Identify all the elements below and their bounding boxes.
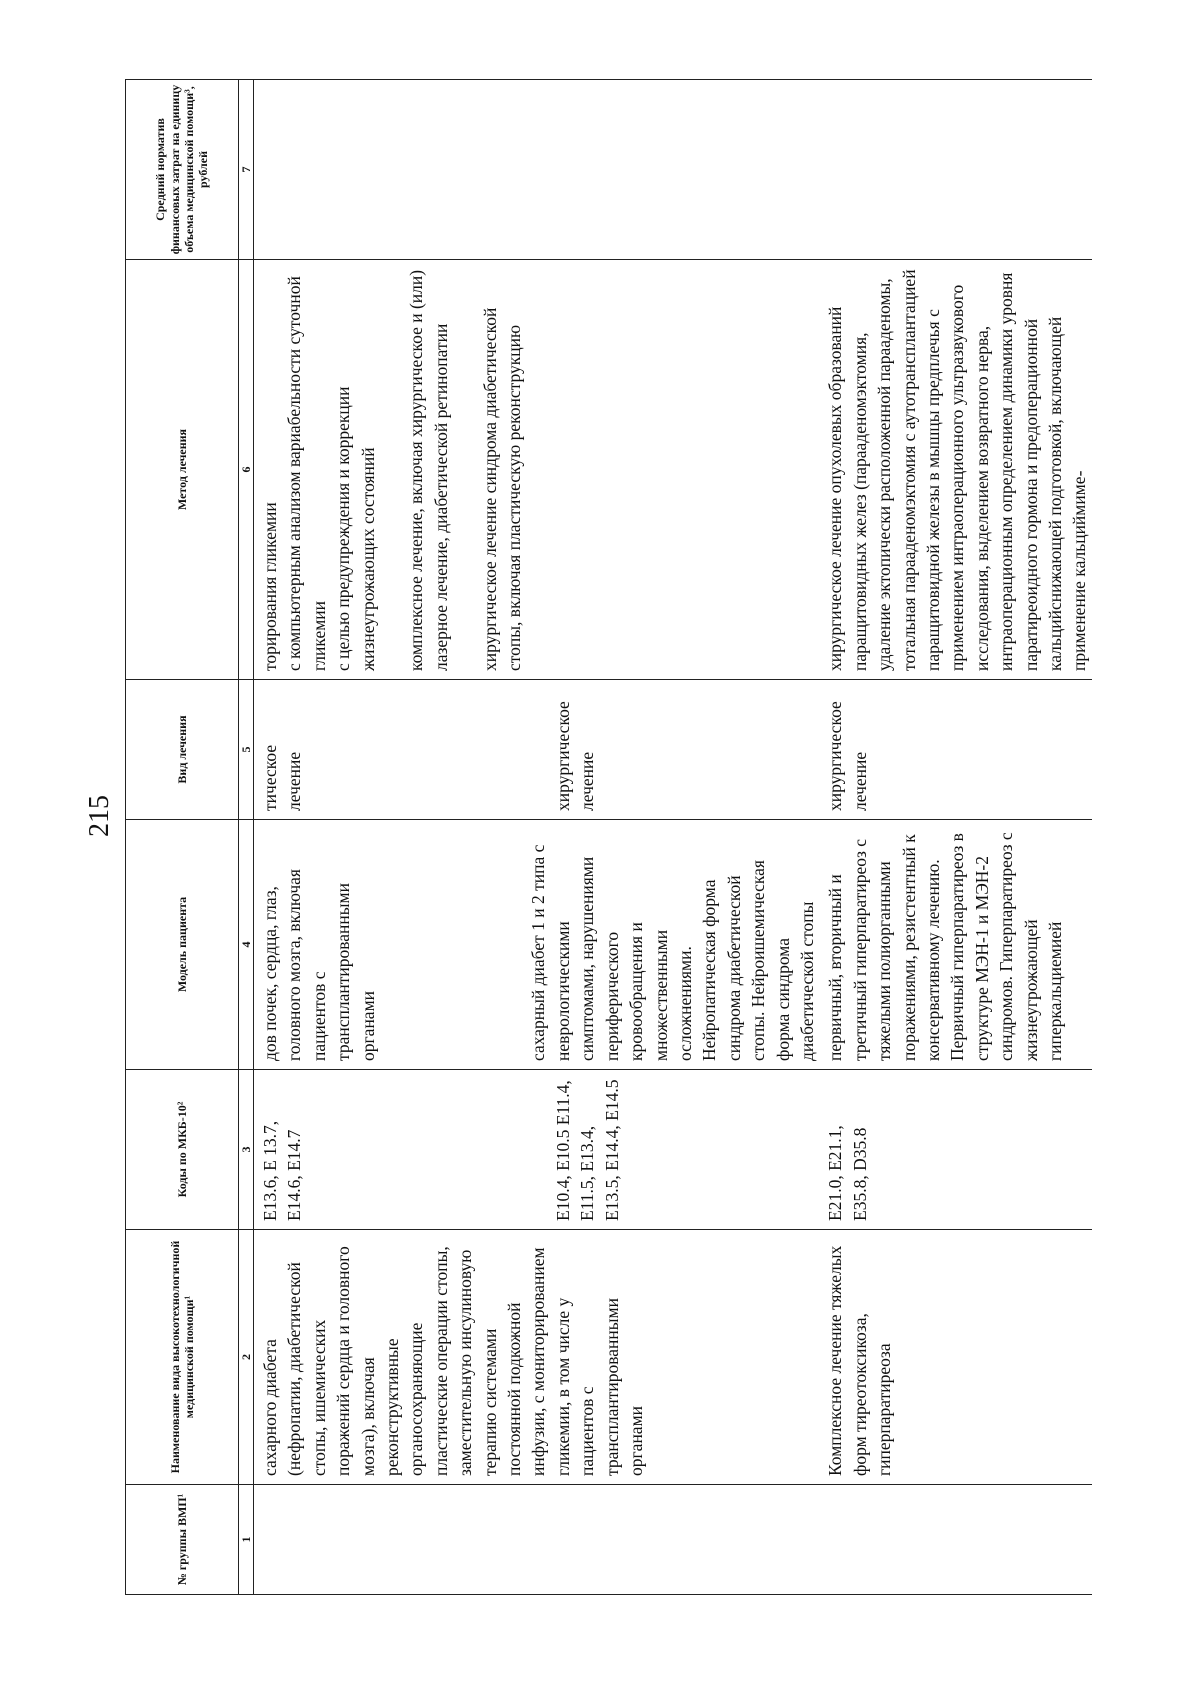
cell-cost [254,80,820,260]
cell-name: Комплексное лечение тяжелых форм тиреотоксикоза, гиперпаратиреоза [819,1230,1091,1485]
cell-model: первичный, вторичный и третичный гиперпаратиреоз с тяжелыми полиорганными поражениями, резистентный к консервативному лечению. Первичный гиперпаратиреоз в структуре МЭН-1 и МЭН-2 синдромов. Гиперпаратиреоз с жизнеугрожающей гиперкальциемией [819,820,1091,1070]
header-name: Наименование вида высокотехнологичной медицинской помощи¹ [126,1230,239,1485]
column-number: 4 [239,820,254,1070]
header-treatment-type: Вид лечения [126,680,239,820]
cell-treatment-type: тическое лечение хирургическое лечение [254,680,820,820]
column-number-row [239,80,254,1595]
rotated-table-container [125,80,1200,1595]
header-model: Модель пациента [126,820,239,1070]
header-codes: Коды по МКБ-10² [126,1070,239,1230]
column-number: 7 [239,80,254,260]
cell-codes: E21.0, E21.1, E35.8, D35.8 [819,1070,1091,1230]
column-number: 1 [239,1485,254,1595]
table-row [254,80,820,1595]
cell-codes: E13.6, E 13.7, E14.6, E14.7 E10.4, E10.5 E11.4, E11.5, E13.4, E13.5, E14.4, E14.5 [254,1070,820,1230]
table-header-row [126,80,239,1595]
header-cost: Средний норматив финансовых затрат на единицу объема медицинской помощи³, рублей [126,80,239,260]
column-number: 5 [239,680,254,820]
column-number: 3 [239,1070,254,1230]
cell-name: сахарного диабета (нефропатии, диабетической стопы, ишемических поражений сердца и головного мозга), включая реконструктивные органосохраняющие пластические операции стопы, заместительную инсулиновую терапию системами постоянной подкожной инфузии, с мониторированием гликемии, в том числе у пациентов с трансплантированными органами [254,1230,820,1485]
cell-treatment-type: хирургическое лечение [819,680,1091,820]
cell-group-no [254,1485,820,1595]
column-number: 6 [239,260,254,680]
table-row [819,80,1091,1595]
vmp-table [125,79,1092,1595]
cell-method: торирования гликемии с компьютерным анализом вариабельности суточной гликемии с целью предупреждения и коррекции жизнеугрожающих состояний комплексное лечение, включая хирургическое и (или) лазерное лечение, диабетической ретинопатии хирургическое лечение синдрома диабетической стопы, включая пластическую реконструкцию [254,260,820,680]
page-number: 215 [84,795,115,837]
cell-model: дов почек, сердца, глаз, головного мозга, включая пациентов с трансплантированными органами сахарный диабет 1 и 2 типа с неврологическими симптомами, нарушениями периферического кровообращения и множественными осложнениями. Нейропатическая форма синдрома диабетической стопы. Нейроишемическая форма синдрома диабетической стопы [254,820,820,1070]
cell-cost [819,80,1091,260]
column-number: 2 [239,1230,254,1485]
header-method: Метод лечения [126,260,239,680]
cell-method: хирургическое лечение опухолевых образований паращитовидных желез (парааденомэктомия, удаление эктопически расположенной парааденомы, тотальная парааденомэктомия с аутотрансплантацией паращитовидной железы в мышцы предплечья с применением интраоперационного ультразвукового исследования, выделением возвратного нерва, интраоперационным определением динамики уровня паратиреоидного гормона и предоперационной кальцийснижающей подготовкой, включающей применение кальциймиме- [819,260,1091,680]
header-group-no: № группы ВМП¹ [126,1485,239,1595]
cell-group-no [819,1485,1091,1595]
